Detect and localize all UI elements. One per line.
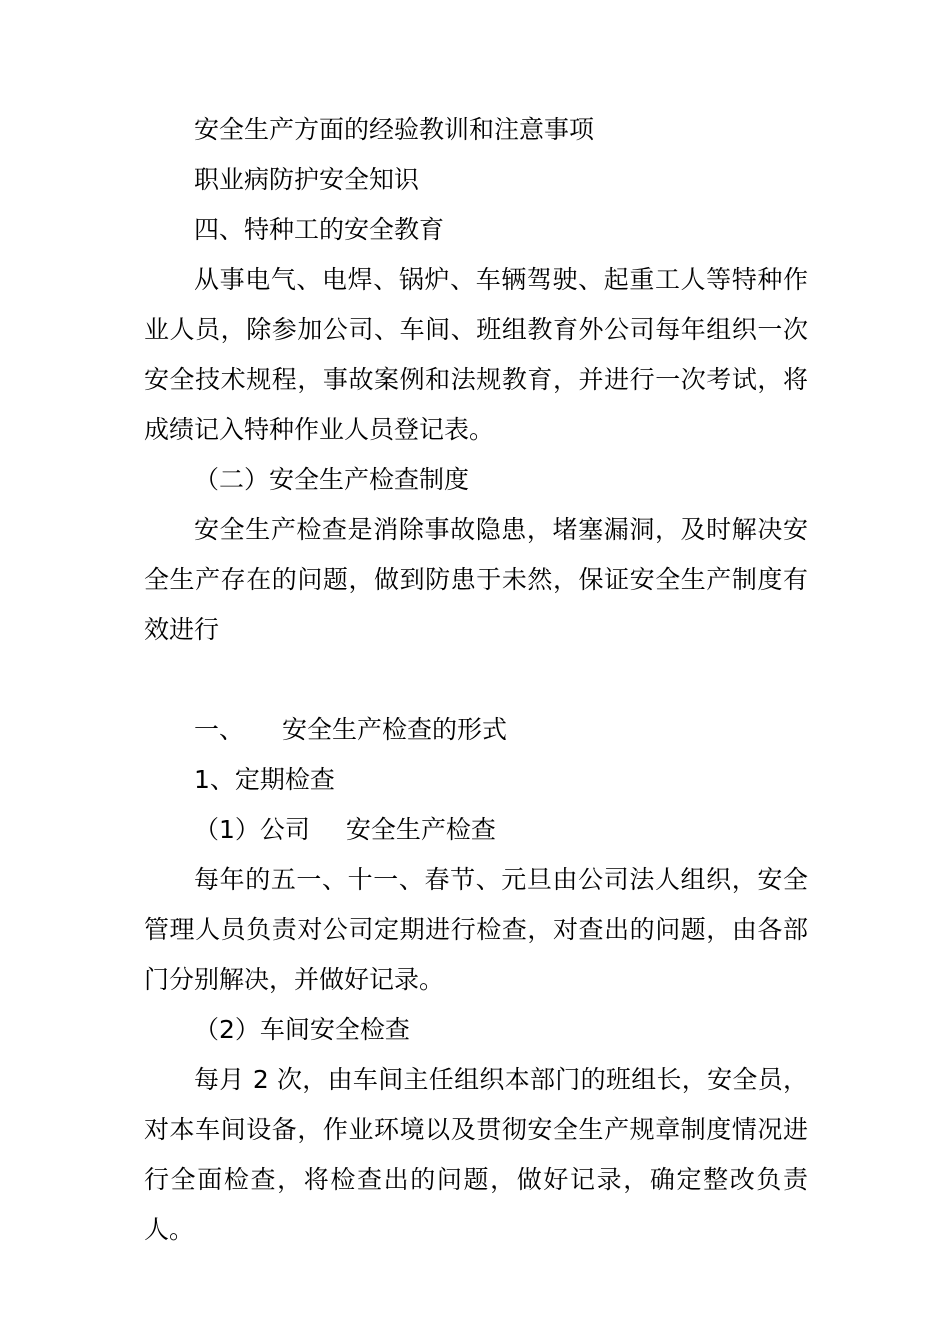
item-prefix: （1）公司	[194, 815, 310, 844]
heading-number: 一、	[194, 715, 245, 744]
paragraph-special-workers: 从事电气、电焊、锅炉、车辆驾驶、起重工人等特种作业人员，除参加公司、车间、班组教育外公司每年组织一次安全技术规程，事故案例和法规教育，并进行一次考试，将成绩记入特种作业人员登记表。	[144, 265, 808, 444]
heading-inspection-system: （二）安全生产检查制度	[194, 465, 470, 494]
heading-company-inspection	[144, 805, 808, 855]
paragraph-inspection-system: 安全生产检查是消除事故隐患，堵塞漏洞，及时解决安全生产存在的问题，做到防患于未然，保证安全生产制度有效进行	[144, 515, 808, 644]
paragraph-workshop-inspection: 每月 2 次，由车间主任组织本部门的班组长，安全员，对本车间设备，作业环境以及贯彻安全生产规章制度情况进行全面检查，将检查出的问题，做好记录，确定整改负责人。	[144, 1065, 808, 1244]
paragraph-experience-lessons: 安全生产方面的经验教训和注意事项	[194, 115, 595, 144]
heading-inspection-forms	[144, 705, 808, 755]
heading-workshop-inspection: （2）车间安全检查	[194, 1015, 410, 1044]
paragraph-company-inspection: 每年的五一、十一、春节、元旦由公司法人组织，安全管理人员负责对公司定期进行检查，对查出的问题，由各部门分别解决，并做好记录。	[144, 865, 808, 994]
item-title: 安全生产检查	[345, 815, 496, 844]
heading-title: 安全生产检查的形式	[282, 715, 508, 744]
document-body	[144, 105, 808, 1255]
paragraph-occupational-disease: 职业病防护安全知识	[194, 165, 420, 194]
heading-regular-inspection: 1、定期检查	[194, 765, 335, 794]
heading-special-workers: 四、特种工的安全教育	[194, 215, 445, 244]
blank-line	[144, 655, 808, 705]
